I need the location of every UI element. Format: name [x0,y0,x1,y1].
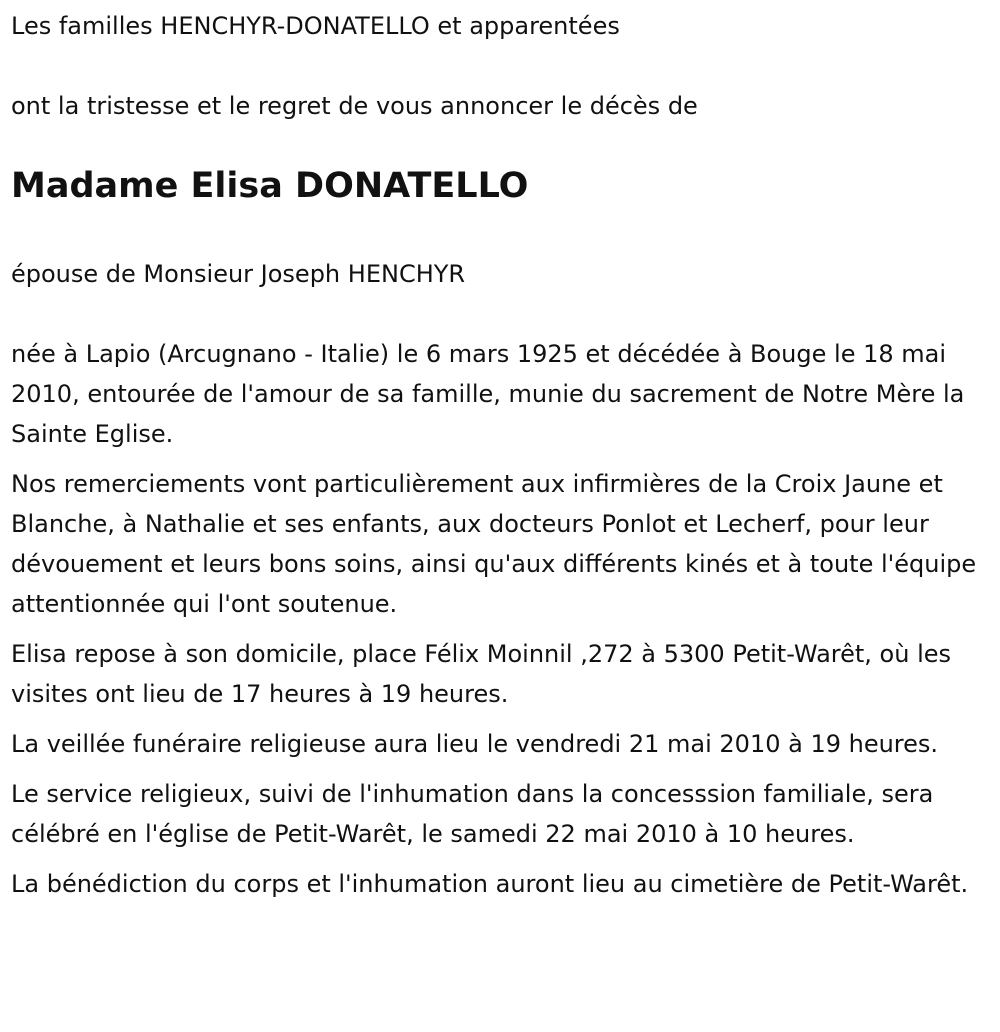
birth-death-paragraph: née à Lapio (Arcugnano - Italie) le 6 mars 1925 et décédée à Bouge le 18 mai 2010, entourée de l'amour de sa famille, munie du sacrement de Notre Mère la Sainte Eglise. [11,340,965,448]
burial-paragraph: La bénédiction du corps et l'inhumation auront lieu au cimetière de Petit-Warêt. [11,870,969,898]
service-paragraph: Le service religieux, suivi de l'inhumation dans la concesssion familiale, sera célébré en l'église de Petit-Warêt, le samedi 22 mai 2010 à 10 heures. [11,780,934,848]
visitation-paragraph: Elisa repose à son domicile, place Félix Moinnil ,272 à 5300 Petit-Warêt, où les visites ont lieu de 17 heures à 19 heures. [11,640,952,708]
deceased-name: Madame Elisa DONATELLO [11,166,529,206]
announcement-line: ont la tristesse et le regret de vous annoncer le décès de [11,92,698,120]
thanks-paragraph: Nos remerciements vont particulièrement aux infirmières de la Croix Jaune et Blanche, à Nathalie et ses enfants, aux docteurs Ponlot et Lecherf, pour leur dévouement et leurs bons soins, ainsi qu'aux différents kinés et à toute l'équipe attentionnée qui l'ont soutenue. [11,470,977,618]
spouse-line: épouse de Monsieur Joseph HENCHYR [11,260,466,288]
intro-line: Les familles HENCHYR-DONATELLO et apparentées [11,12,620,40]
vigil-paragraph: La veillée funéraire religieuse aura lieu le vendredi 21 mai 2010 à 19 heures. [11,730,939,758]
notice-body [11,334,986,914]
